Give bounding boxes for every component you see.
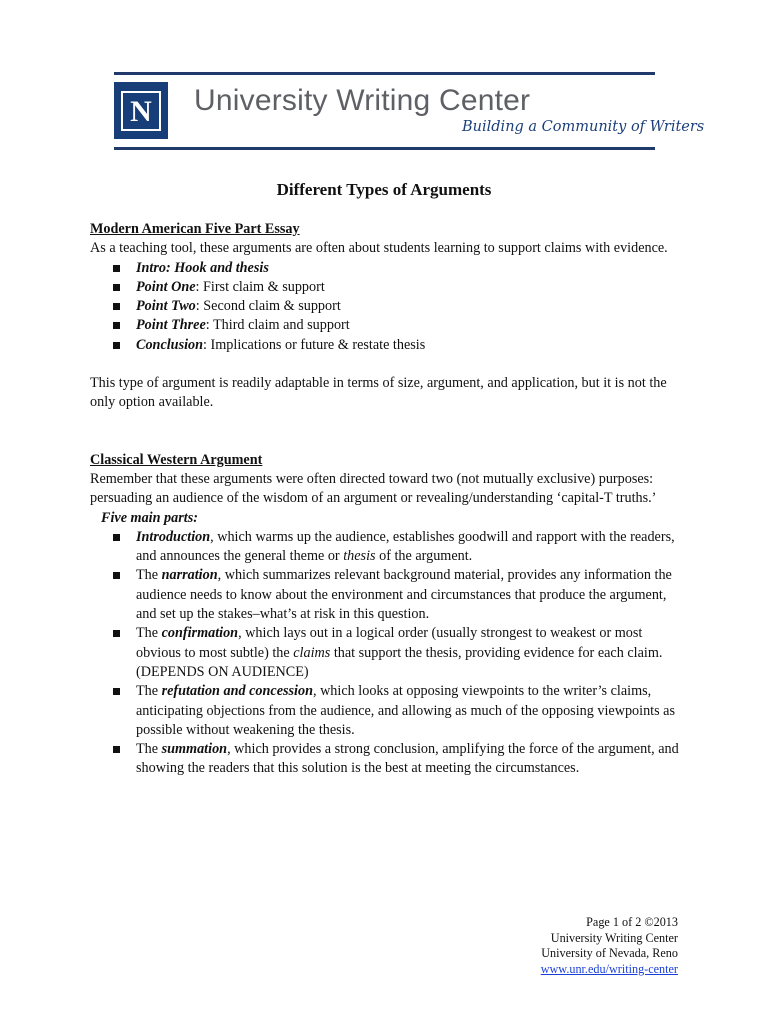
writing-center-link[interactable]: www.unr.edu/writing-center (540, 961, 678, 976)
list-item: Intro: Hook and thesis (90, 259, 690, 278)
list-item: Point Two: Second claim & support (90, 297, 690, 316)
list-item: Point Three: Third claim and support (90, 316, 690, 335)
sub-heading: Five main parts: (101, 509, 198, 526)
list-item: Point One: First claim & support (90, 278, 690, 297)
page-footer (541, 915, 678, 977)
five-part-list (90, 259, 690, 355)
section-heading-five-part: Modern American Five Part Essay (90, 221, 300, 237)
document-title: Different Types of Arguments (276, 180, 492, 199)
header-top-rule (114, 72, 655, 75)
center-tagline: Building a Community of Writers (462, 119, 705, 135)
unr-n-logo-icon (121, 91, 161, 131)
list-item: Conclusion: Implications or future & restate thesis (90, 336, 690, 355)
section-closing: This type of argument is readily adaptable in terms of size, argument, and application, but it is not the only option available. (90, 375, 667, 411)
letterhead (114, 72, 705, 152)
svg-text:N: N (130, 94, 152, 128)
unr-logo (114, 82, 168, 139)
classical-parts-list (90, 528, 690, 779)
section-intro: Remember that these arguments were often directed toward two (not mutually exclusive) purposes: persuading an audience of the wisdom of an argument or revealing/understanding ‘capital-T truths.’ (90, 470, 657, 507)
footer-university: University of Nevada, Reno (541, 946, 678, 960)
list-item: The confirmation, which lays out in a logical order (usually strongest to weakest or most obvious to most subtle) the claims that support the thesis, providing evidence for each claim. (DEPENDS ON AUDIENCE) (90, 624, 690, 682)
center-name: University Writing Center (194, 84, 531, 117)
section-intro: As a teaching tool, these arguments are often about students learning to support claims with evidence. (90, 240, 668, 257)
section-heading-classical: Classical Western Argument (90, 451, 263, 468)
list-item: The narration, which summarizes relevant background material, provides any information the audience needs to know about the environment and circumstances that produce the argument, and set up the stakes–what’s at risk in this question. (90, 566, 690, 624)
list-item: The refutation and concession, which looks at opposing viewpoints to the writer’s claims, anticipating objections from the audience, and allowing as much of the opposing viewpoints as possible without weakening the thesis. (90, 682, 690, 740)
page-number: Page 1 of 2 ©2013 (586, 915, 678, 929)
header-bottom-rule (114, 147, 655, 150)
document-body (90, 220, 690, 779)
list-item: Introduction, which warms up the audience, establishes goodwill and rapport with the readers, and announces the general theme or thesis of the argument. (90, 528, 690, 567)
footer-org: University Writing Center (550, 930, 678, 945)
list-item: The summation, which provides a strong conclusion, amplifying the force of the argument, and showing the readers that this solution is the best at meeting the circumstances. (90, 740, 690, 779)
